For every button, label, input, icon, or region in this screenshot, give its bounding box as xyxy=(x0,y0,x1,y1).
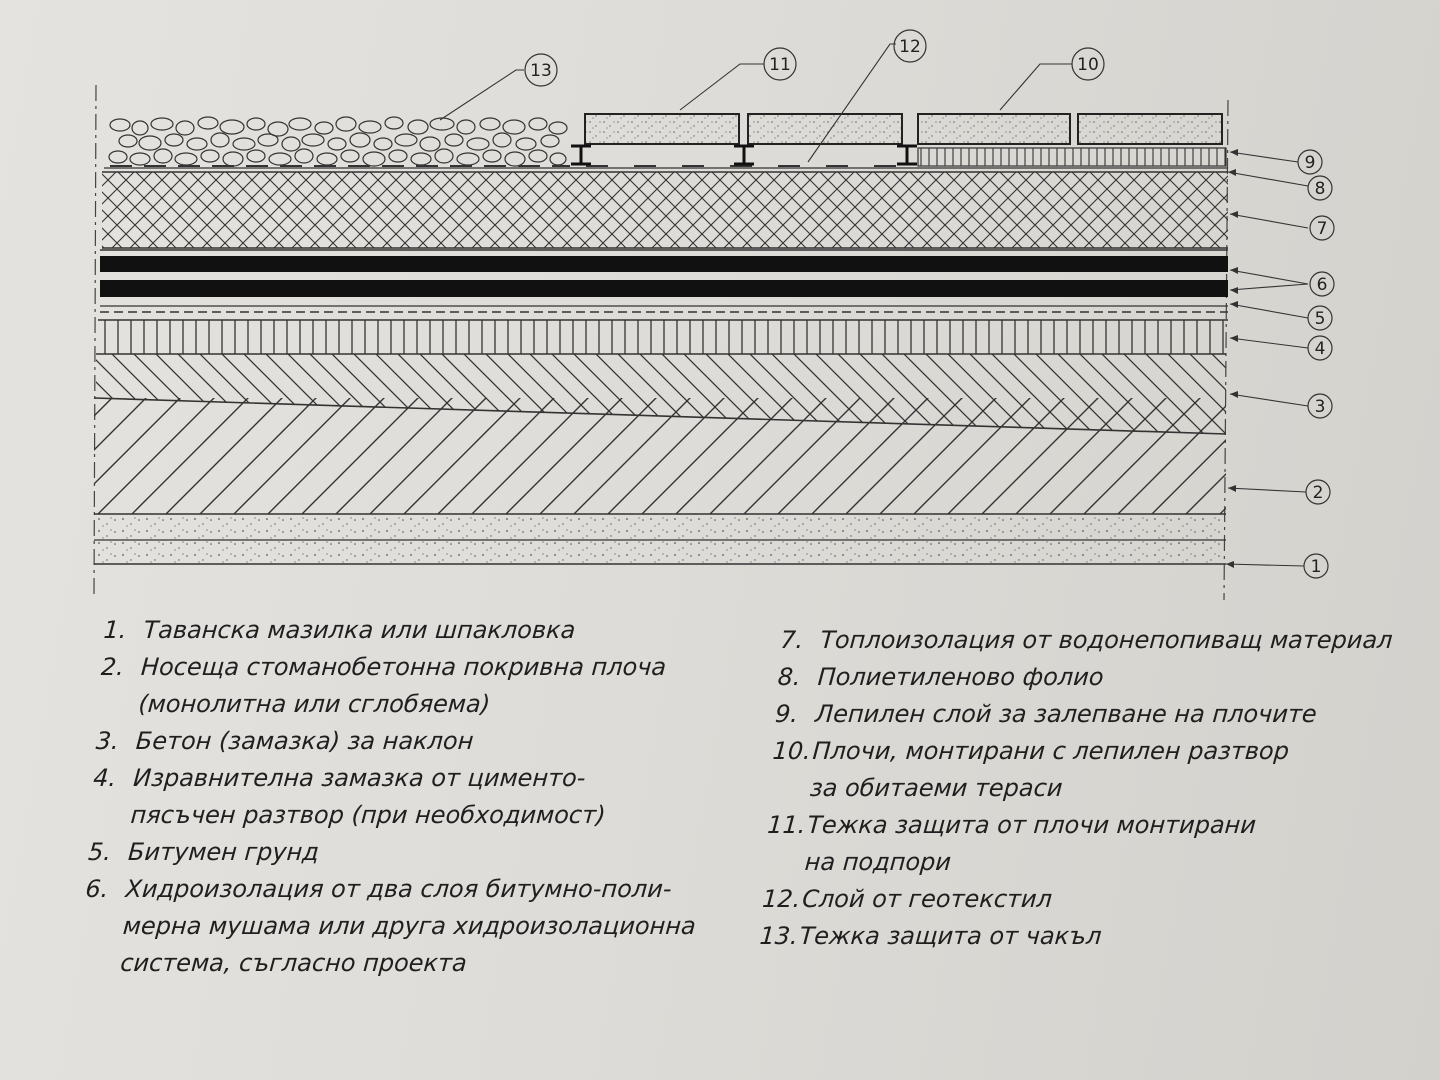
layer-9-adhesive xyxy=(918,148,1226,166)
legend-item xyxy=(95,723,748,760)
legend-item-number: 12. xyxy=(761,885,802,913)
legend-item-number: 7. xyxy=(779,626,805,654)
legend-item xyxy=(779,622,1422,659)
legend-item-text xyxy=(814,696,1417,733)
legend-item-line: система, съгласно проекта xyxy=(119,949,468,977)
legend-item xyxy=(761,881,1404,918)
legend-item-text xyxy=(119,871,737,982)
callout-12-label: 12 xyxy=(899,37,921,57)
legend-item-text xyxy=(809,733,1414,807)
legend-right-column xyxy=(758,622,1421,955)
callout-13-label: 13 xyxy=(530,61,552,81)
callout-4-label: 4 xyxy=(1314,339,1326,359)
legend-item-line: Битумен грунд xyxy=(127,838,320,866)
legend-item xyxy=(776,659,1419,696)
legend-item xyxy=(79,871,737,982)
layer-7-insulation xyxy=(102,172,1228,248)
legend-item-number: 6. xyxy=(84,875,110,903)
legend-item-line: Изравнителна замазка от циментo- xyxy=(132,764,587,792)
layer-4-screed xyxy=(98,320,1228,354)
legend-item-number: 3. xyxy=(94,727,120,755)
callout-8-label: 8 xyxy=(1314,179,1326,199)
callout-9-label: 9 xyxy=(1304,153,1316,173)
legend-item xyxy=(769,733,1414,807)
legend-item-text xyxy=(127,834,740,871)
legend-item-number: 9. xyxy=(774,700,800,728)
legend-item-number: 11. xyxy=(766,811,807,839)
legend-item-number: 2. xyxy=(100,653,125,681)
legend-item-line: Топлоизолация от водонепопиващ материал xyxy=(819,626,1394,654)
legend-item xyxy=(97,649,752,723)
callout-3-label: 3 xyxy=(1314,397,1326,417)
legend-left-column xyxy=(79,612,755,982)
callout-1-label: 1 xyxy=(1310,557,1322,577)
legend-item-line: Таванска мазилка или шпакловка xyxy=(142,616,577,644)
legend-item-line: мерна мушама или друга хидроизолационна xyxy=(122,912,697,940)
legend-item-line: Хидроизолация от два слоя битумно-поли- xyxy=(124,875,673,903)
legend-item-text xyxy=(137,649,752,723)
legend-item-text xyxy=(804,807,1409,881)
legend-item-line: Лепилен слой за залепване на плочите xyxy=(814,700,1318,728)
layer-13-gravel xyxy=(109,117,567,166)
legend-item-line: Бетон (замазка) за наклон xyxy=(134,727,475,755)
legend-item-text xyxy=(142,612,755,649)
callout-10-label: 10 xyxy=(1077,55,1099,75)
legend-item xyxy=(764,807,1409,881)
layer-1-plaster xyxy=(94,514,1226,564)
legend-item-text xyxy=(819,622,1422,659)
layer-6-membrane-bottom xyxy=(100,280,1228,297)
legend-item-line: Тежка защита от чакъл xyxy=(798,922,1103,950)
legend-item-text xyxy=(135,723,748,760)
legend-item-line: (монолитна или сглобяема) xyxy=(137,690,492,718)
legend-item-number: 10. xyxy=(771,737,812,765)
legend-item-line: за обитаеми тераси xyxy=(809,774,1064,802)
callout-7-label: 7 xyxy=(1316,219,1328,239)
legend-item-line: на подпори xyxy=(803,848,953,876)
legend-item xyxy=(87,834,740,871)
layer-10-adhesive-tiles xyxy=(918,114,1222,144)
legend-item xyxy=(102,612,755,649)
legend-item-number: 1. xyxy=(102,616,128,644)
legend-item-line: Тежка защита от плочи монтирани xyxy=(806,811,1258,839)
legend-item-line: Плочи, монтирани с лепилен разтвор xyxy=(811,737,1291,765)
legend-item-text xyxy=(816,659,1419,696)
legend-item-text xyxy=(798,918,1401,955)
legend-item-number: 8. xyxy=(776,663,802,691)
layer-6-membrane-top xyxy=(100,256,1228,272)
legend-item-text xyxy=(129,760,744,834)
legend-item-number: 5. xyxy=(87,838,113,866)
legend-item xyxy=(774,696,1417,733)
legend-item xyxy=(89,760,744,834)
legend-item-text xyxy=(801,881,1404,918)
legend-item-line: Слой от геотекстил xyxy=(801,885,1053,913)
legend-item-number: 13. xyxy=(758,922,799,950)
layer-11-pedestal-slabs xyxy=(571,114,917,164)
callout-2-label: 2 xyxy=(1312,483,1324,503)
legend-item-number: 4. xyxy=(92,764,118,792)
legend-item-line: пясъчен разтвор (при необходимост) xyxy=(129,801,607,829)
legend-item xyxy=(758,918,1401,955)
legend-item-line: Носеща стоманобетонна покривна плоча xyxy=(140,653,668,681)
callout-6-label: 6 xyxy=(1316,275,1328,295)
callout-5-label: 5 xyxy=(1314,309,1326,329)
legend-item-line: Полиетиленово фолио xyxy=(816,663,1105,691)
callout-11-label: 11 xyxy=(769,55,791,75)
